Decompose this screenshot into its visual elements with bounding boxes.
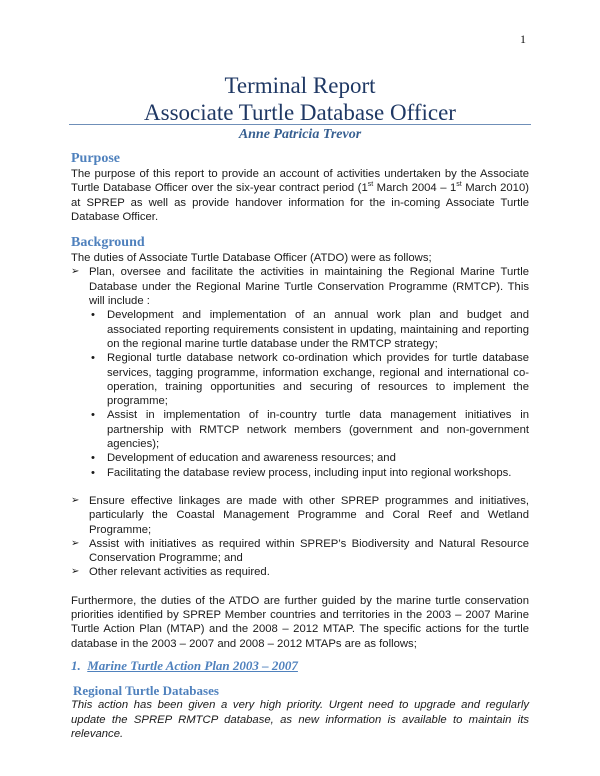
- title-divider: [69, 124, 531, 125]
- duty-text: Plan, oversee and facilitate the activities in maintaining the Regional Marine Turtle Database under the Regional Marine Turtle Conservation Programme (RMTCP). This will include :: [89, 266, 529, 308]
- purpose-paragraph: [71, 167, 529, 224]
- duties-list: [71, 265, 529, 479]
- document-body: [71, 150, 529, 741]
- purpose-text-1: The purpose of this report to provide an account of activities undertaken by the Associate Turtle Database Officer over the six-year contract period (1: [71, 168, 529, 195]
- sub-duty-item: • Facilitating the database review process, including input into regional workshops.: [71, 466, 529, 480]
- background-intro: The duties of Associate Turtle Database Officer (ATDO) were as follows;: [71, 252, 432, 265]
- regional-turtle-databases-heading: Regional Turtle Databases: [73, 683, 219, 699]
- spacer: [71, 580, 529, 594]
- mtap-2003-2007-link[interactable]: Marine Turtle Action Plan 2003 – 2007: [87, 657, 298, 673]
- duty-item: [71, 265, 529, 479]
- purpose-heading: Purpose: [71, 151, 120, 166]
- purpose-text-2: March 2004 – 1: [373, 182, 457, 195]
- sub-duty-item: • Assist in implementation of in-country turtle data management initiatives in partnership with RMTCP network members (government and non-government agencies);: [71, 408, 529, 451]
- superscript: st: [367, 181, 374, 189]
- section-1-paragraph: This action has been given a very high priority. Urgent need to upgrade and regularly update the SPREP RMTCP database, as new information is available to maintain its relevance.: [71, 699, 529, 740]
- section-1-heading: [71, 659, 529, 673]
- sub-duties-list: [89, 308, 529, 480]
- duty-item: ➢ Other relevant activities as required.: [71, 565, 529, 579]
- author-name: Anne Patricia Trevor: [238, 127, 362, 142]
- spacer: [71, 480, 529, 494]
- report-title: Terminal Report: [224, 73, 376, 98]
- sub-duty-item: • Development and implementation of an annual work plan and budget and associated reporting requirements consistent in updating, maintaining and reporting on the regional marine turtle database under the RMTCP strategy;: [71, 308, 529, 351]
- duty-item: ➢ Ensure effective linkages are made with other SPREP programmes and initiatives, particularly the Coastal Management Programme and Coral Reef and Wetland Programme;: [71, 494, 529, 537]
- report-subtitle: Associate Turtle Database Officer: [144, 100, 456, 125]
- sub-duty-item: • Development of education and awareness resources; and: [71, 451, 529, 465]
- furthermore-paragraph: Furthermore, the duties of the ATDO are further guided by the marine turtle conservation priorities identified by SPREP Member countries and territories in the 2003 – 2007 Marine Turtle Action Plan (MTAP) and the 2008 – 2012 MTAP. The specific actions for the turtle database in the 2003 – 2007 and 2008 – 2012 MTAPs are as follows;: [71, 594, 529, 650]
- section-number: 1.: [71, 657, 81, 673]
- other-duties-list: [71, 494, 529, 580]
- duty-item: ➢ Assist with initiatives as required within SPREP’s Biodiversity and Natural Resource Conservation Programme; and: [71, 537, 529, 566]
- superscript: st: [456, 181, 462, 189]
- background-heading: Background: [71, 235, 145, 251]
- page-number: 1: [520, 32, 526, 46]
- purpose-text-3: March 2010) at SPREP as well as provide handover information for the in-coming Associate Turtle Database Officer.: [71, 182, 529, 223]
- sub-duty-item: • Regional turtle database network co-ordination which provides for turtle database services, tagging programme, information exchange, regional and international co-operation, training opportunities and securing of resources to implement the programme;: [71, 351, 529, 408]
